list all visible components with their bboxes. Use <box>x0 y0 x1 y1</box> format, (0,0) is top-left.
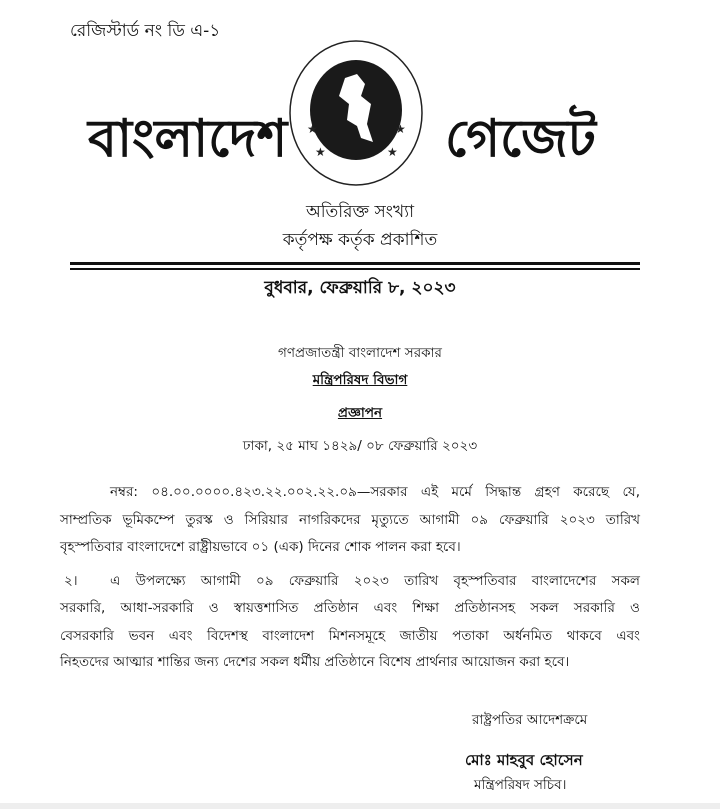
para2-line: এ উপলক্ষ্যে আগামী ০৯ ফেব্রুয়ারি ২০২৩ তারিখ বৃহস্পতিবার বাংলাদেশের সকল <box>110 573 640 589</box>
gazette-title-right: গেজেট <box>445 109 596 169</box>
gazette-date: বুধবার, ফেব্রুয়ারি ৮, ২০২৩ <box>264 278 456 298</box>
para1-line: বৃহস্পতিবার বাংলাদেশে রাষ্ট্রীয়ভাবে ০১ (এক) দিনের শোক পালন করা হবে। <box>60 539 461 555</box>
signatory-name: মোঃ মাহবুব হোসেন <box>465 751 583 769</box>
place-date: ঢাকা, ২৫ মাঘ ১৪২৯/ ০৮ ফেব্রুয়ারি ২০২৩ <box>242 438 478 454</box>
gazette-title-left: বাংলাদেশ <box>88 109 288 169</box>
svg-text:★: ★ <box>395 122 406 136</box>
para1-line: সাম্প্রতিক ভূমিকম্পে তুরস্ক ও সিরিয়ার নাগরিকদের মৃত্যুতে আগামী ০৯ ফেব্রুয়ারি ২০২৩ তারিখ <box>60 512 640 528</box>
para1-line: নম্বর: ০৪.০০.০০০০.৪২৩.২২.০০২.২২.০৯—সরকার এই মর্মে সিদ্ধান্ত গ্রহণ করেছে যে, <box>110 484 640 500</box>
double-rule-bottom <box>70 268 640 270</box>
signatory-designation: মন্ত্রিপরিষদ সচিব। <box>474 777 567 793</box>
svg-text:★: ★ <box>315 145 326 159</box>
division-name: মন্ত্রিপরিষদ বিভাগ <box>312 372 408 388</box>
svg-text:★: ★ <box>307 122 318 136</box>
svg-text:★: ★ <box>387 145 398 159</box>
government-name: গণপ্রজাতন্ত্রী বাংলাদেশ সরকার <box>278 345 442 361</box>
registered-number: রেজিস্টার্ড নং ডি এ-১ <box>70 21 221 41</box>
extra-issue-label: অতিরিক্ত সংখ্যা <box>305 202 415 222</box>
para2-line: বেসরকারি ভবন এবং বিদেশস্থ বাংলাদেশ মিশনসমূহে জাতীয় পতাকা অর্ধনমিত থাকবে এবং <box>60 628 640 644</box>
published-by-label: কর্তৃপক্ষ কর্তৃক প্রকাশিত <box>282 230 438 250</box>
by-order-label: রাষ্ট্রপতির আদেশক্রমে <box>472 712 588 728</box>
notice-heading: প্রজ্ঞাপন <box>337 405 383 421</box>
para2-number: ২। <box>64 573 78 589</box>
double-rule-top <box>70 262 640 265</box>
para2-line: নিহতদের আত্মার শান্তির জন্য দেশের সকল ধর্মীয় প্রতিষ্ঠানে বিশেষ প্রার্থনার আয়োজন করা হবে। <box>60 654 570 670</box>
para2-line: সরকারি, আধা-সরকারি ও স্বায়ত্তশাসিত প্রতিষ্ঠান এবং শিক্ষা প্রতিষ্ঠানসহ সকল সরকারি ও <box>60 600 640 616</box>
government-seal-icon <box>287 38 425 188</box>
bottom-border <box>0 803 720 809</box>
